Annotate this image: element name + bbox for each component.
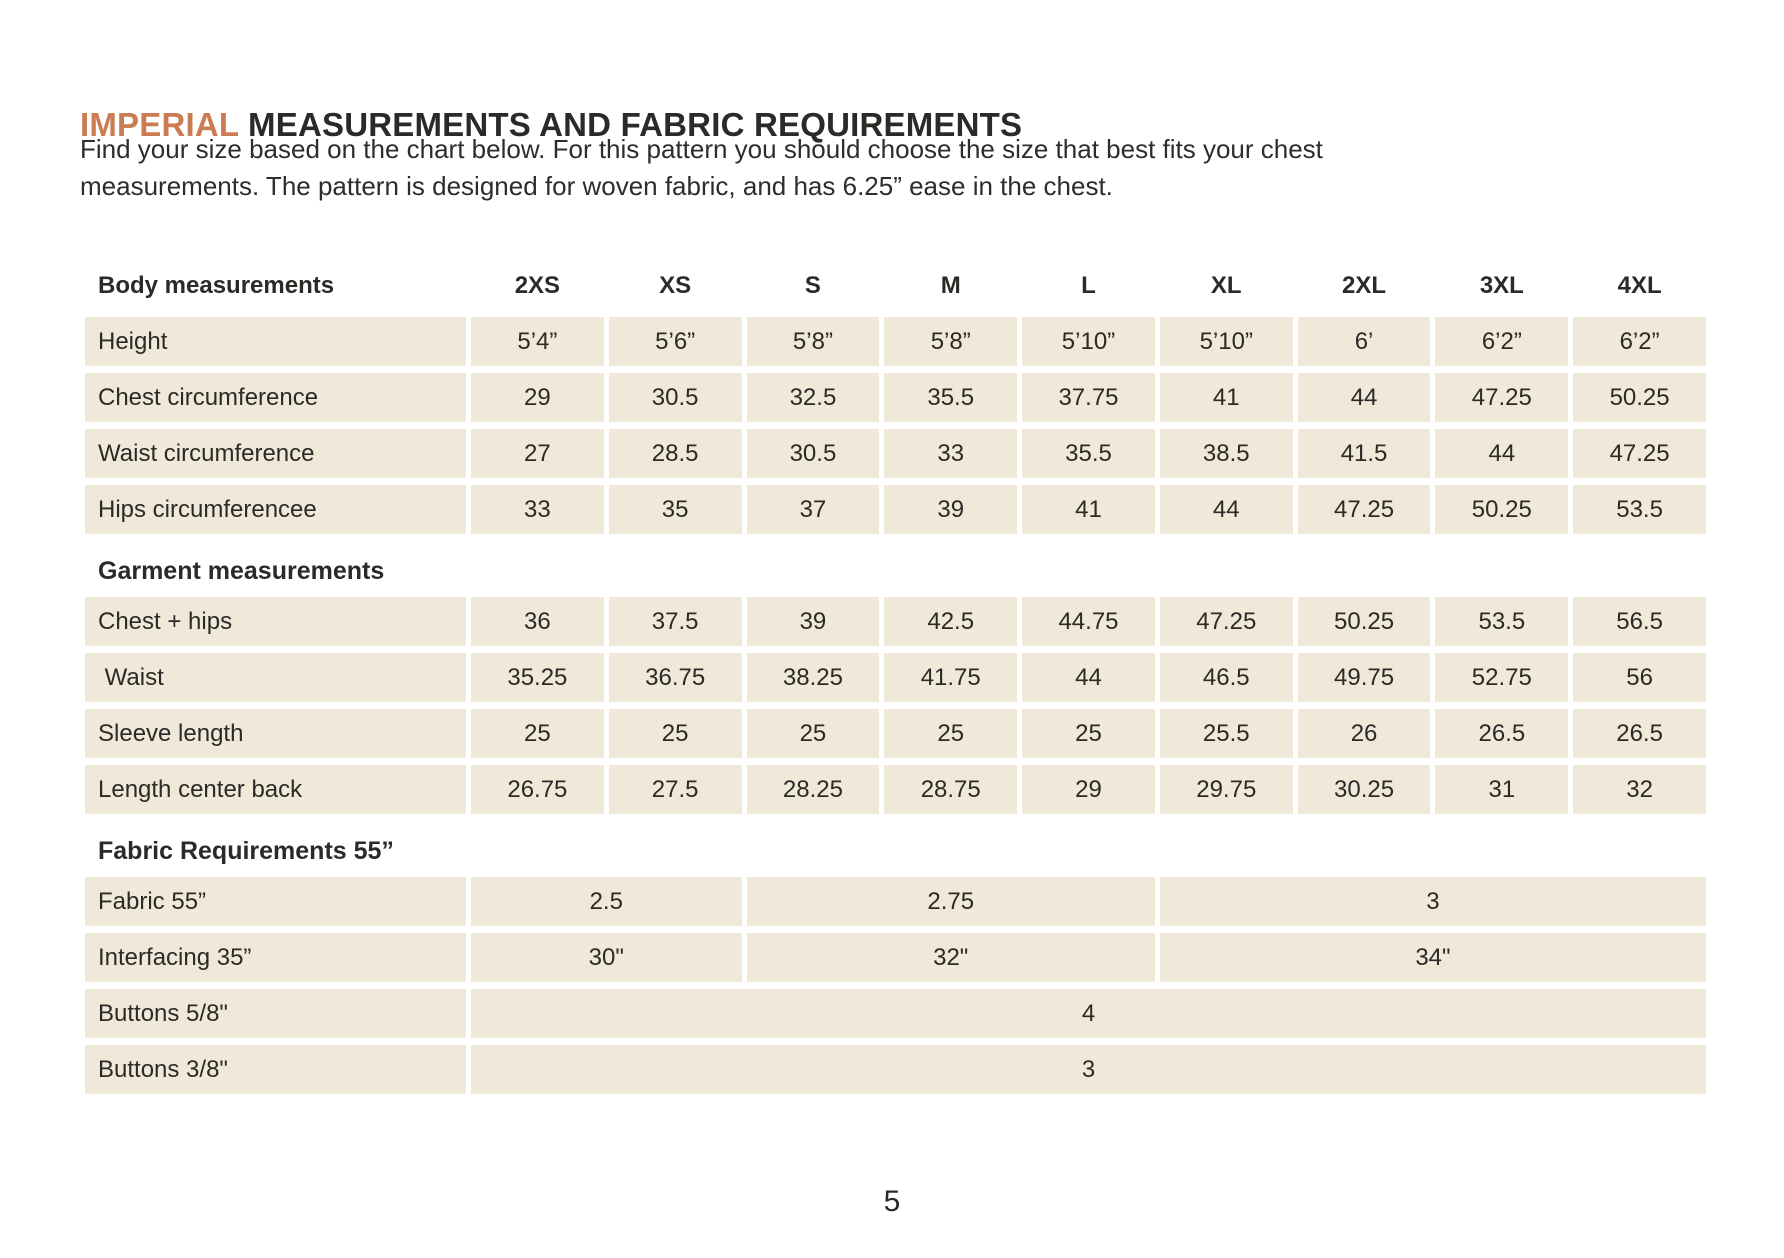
table-cell: 47.25 (1298, 485, 1431, 534)
intro-line-1: Find your size based on the chart below. For this pattern you should choose the size that best fits your chest (80, 134, 1323, 164)
table-cell: 25 (884, 709, 1017, 758)
table-cell: 38.5 (1160, 429, 1293, 478)
table-merged-cell: 30" (471, 933, 742, 982)
table-merged-cell: 4 (471, 989, 1706, 1038)
table-cell: 5’10” (1160, 317, 1293, 366)
table-cell: 6’2” (1435, 317, 1568, 366)
table-cell: 47.25 (1160, 597, 1293, 646)
row-label: Chest circumference (85, 373, 466, 422)
fabric-requirement-row (85, 933, 1706, 982)
table-cell: 35.5 (1022, 429, 1155, 478)
table-cell: 25 (747, 709, 880, 758)
table-cell: 44 (1298, 373, 1431, 422)
row-label: Chest + hips (85, 597, 466, 646)
table-cell: 28.25 (747, 765, 880, 814)
row-label: Sleeve length (85, 709, 466, 758)
row-label: Fabric 55” (85, 877, 466, 926)
body-measurement-row (85, 485, 1706, 534)
column-header-size-6: XL (1210, 272, 1242, 299)
table-cell: 35 (609, 485, 742, 534)
row-label: Buttons 3/8" (85, 1045, 466, 1094)
table-cell: 33 (884, 429, 1017, 478)
table-cell: 53.5 (1573, 485, 1706, 534)
table-cell: 52.75 (1435, 653, 1568, 702)
table-merged-cell: 34" (1160, 933, 1706, 982)
column-header-size-8: 3XL (1479, 272, 1524, 299)
table-cell: 50.25 (1435, 485, 1568, 534)
page-title-rest: MEASUREMENTS AND FABRIC REQUIREMENTS (238, 106, 1023, 144)
table-cell: 53.5 (1435, 597, 1568, 646)
table-cell: 50.25 (1298, 597, 1431, 646)
table-merged-cell: 2.5 (471, 877, 742, 926)
table-cell: 36.75 (609, 653, 742, 702)
table-cell: 27 (471, 429, 604, 478)
table-cell: 25 (471, 709, 604, 758)
garment-measurement-row (85, 765, 1706, 814)
table-cell: 44 (1160, 485, 1293, 534)
table-cell: 41.5 (1298, 429, 1431, 478)
column-header-size-1: 2XS (514, 272, 561, 299)
table-cell: 30.25 (1298, 765, 1431, 814)
intro-line-2: measurements. The pattern is designed for woven fabric, and has 6.25” ease in the chest. (80, 171, 1113, 201)
table-cell: 56.5 (1573, 597, 1706, 646)
table-merged-cell: 3 (1160, 877, 1706, 926)
table-cell: 35.5 (884, 373, 1017, 422)
page-number: 5 (883, 1185, 901, 1218)
table-cell: 29 (471, 373, 604, 422)
table-cell: 5’4” (471, 317, 604, 366)
table-cell: 6’ (1298, 317, 1431, 366)
body-measurement-row (85, 317, 1706, 366)
table-cell: 27.5 (609, 765, 742, 814)
table-cell: 49.75 (1298, 653, 1431, 702)
column-header-size-5: L (1081, 272, 1096, 299)
table-cell: 47.25 (1435, 373, 1568, 422)
body-measurement-row (85, 373, 1706, 422)
table-cell: 30.5 (747, 429, 880, 478)
row-label: Buttons 5/8" (85, 989, 466, 1038)
table-cell: 41 (1022, 485, 1155, 534)
table-cell: 44 (1022, 653, 1155, 702)
fabric-requirement-row (85, 877, 1706, 926)
row-label: Waist (85, 653, 466, 702)
table-cell: 37.5 (609, 597, 742, 646)
table-cell: 26 (1298, 709, 1431, 758)
table-cell: 25.5 (1160, 709, 1293, 758)
table-cell: 38.25 (747, 653, 880, 702)
section-heading-fabric: Fabric Requirements 55” (98, 837, 394, 865)
table-cell: 29 (1022, 765, 1155, 814)
size-chart-table (85, 262, 1706, 1101)
table-cell: 5’8” (884, 317, 1017, 366)
column-header-size-4: M (940, 272, 961, 299)
table-cell: 5’10” (1022, 317, 1155, 366)
table-cell: 46.5 (1160, 653, 1293, 702)
table-cell: 32.5 (747, 373, 880, 422)
row-label: Interfacing 35” (85, 933, 466, 982)
row-label: Hips circumferencee (85, 485, 466, 534)
column-header-size-2: XS (659, 272, 692, 299)
table-header-row (85, 262, 1706, 310)
table-merged-cell: 2.75 (747, 877, 1155, 926)
table-cell: 25 (1022, 709, 1155, 758)
garment-measurement-row (85, 709, 1706, 758)
row-label: Height (85, 317, 466, 366)
table-cell: 56 (1573, 653, 1706, 702)
fabric-requirement-row (85, 989, 1706, 1038)
fabric-requirement-row (85, 1045, 1706, 1094)
row-label: Length center back (85, 765, 466, 814)
intro-paragraph (80, 131, 1323, 205)
table-cell: 32 (1573, 765, 1706, 814)
table-cell: 41.75 (884, 653, 1017, 702)
table-cell: 5’6” (609, 317, 742, 366)
table-cell: 31 (1435, 765, 1568, 814)
table-cell: 6’2” (1573, 317, 1706, 366)
table-cell: 44.75 (1022, 597, 1155, 646)
section-heading-garment: Garment measurements (98, 557, 385, 585)
table-cell: 26.75 (471, 765, 604, 814)
garment-measurement-row (85, 653, 1706, 702)
table-cell: 35.25 (471, 653, 604, 702)
table-cell: 33 (471, 485, 604, 534)
table-cell: 29.75 (1160, 765, 1293, 814)
table-cell: 5’8” (747, 317, 880, 366)
table-cell: 26.5 (1573, 709, 1706, 758)
table-merged-cell: 32" (747, 933, 1155, 982)
table-merged-cell: 3 (471, 1045, 1706, 1094)
garment-measurement-row (85, 597, 1706, 646)
table-cell: 42.5 (884, 597, 1017, 646)
table-cell: 26.5 (1435, 709, 1568, 758)
column-header-body-measurements: Body measurements (98, 272, 335, 299)
body-measurement-row (85, 429, 1706, 478)
table-cell: 30.5 (609, 373, 742, 422)
table-cell: 28.75 (884, 765, 1017, 814)
table-cell: 44 (1435, 429, 1568, 478)
table-cell: 37 (747, 485, 880, 534)
table-cell: 50.25 (1573, 373, 1706, 422)
table-cell: 39 (884, 485, 1017, 534)
column-header-size-9: 4XL (1617, 272, 1662, 299)
row-label: Waist circumference (85, 429, 466, 478)
table-cell: 39 (747, 597, 880, 646)
table-cell: 47.25 (1573, 429, 1706, 478)
column-header-size-3: S (804, 272, 821, 299)
table-cell: 37.75 (1022, 373, 1155, 422)
column-header-size-7: 2XL (1342, 272, 1387, 299)
table-cell: 25 (609, 709, 742, 758)
table-cell: 28.5 (609, 429, 742, 478)
page-title-accent: IMPERIAL (80, 106, 239, 144)
table-cell: 36 (471, 597, 604, 646)
table-cell: 41 (1160, 373, 1293, 422)
